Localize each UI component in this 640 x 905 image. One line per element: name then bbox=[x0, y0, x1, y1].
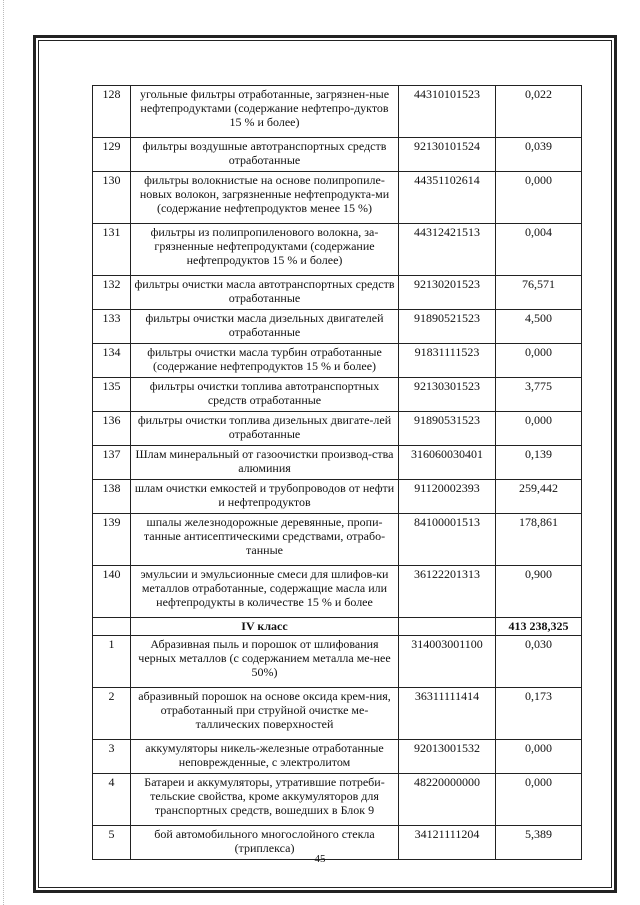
waste-value: 0,000 bbox=[496, 774, 582, 826]
table-row bbox=[93, 514, 582, 566]
waste-name: аккумуляторы никель-железные отработанные неповрежденные, с электролитом bbox=[131, 740, 399, 774]
row-number: 138 bbox=[93, 480, 131, 514]
waste-code: 44351102614 bbox=[399, 172, 496, 224]
waste-name: Батареи и аккумуляторы, утратившие потреби-тельские свойства, кроме аккумуляторов для транспортных средств, вошедших в Блок 9 bbox=[131, 774, 399, 826]
waste-value: 0,000 bbox=[496, 344, 582, 378]
table-row bbox=[93, 566, 582, 618]
table-row bbox=[93, 344, 582, 378]
row-number: 136 bbox=[93, 412, 131, 446]
table-row bbox=[93, 636, 582, 688]
waste-name: фильтры волокнистые на основе полипропиле-новых волокон, загрязненные нефтепродукта-ми (содержание нефтепродуктов менее 15 %) bbox=[131, 172, 399, 224]
waste-value: 0,000 bbox=[496, 172, 582, 224]
waste-name: бой автомобильного многослойного стекла (триплекса) bbox=[131, 826, 399, 860]
waste-name: угольные фильтры отработанные, загрязнен-ные нефтепродуктами (содержание нефтепро-дуктов 15 % и более) bbox=[131, 86, 399, 138]
table-row bbox=[93, 688, 582, 740]
waste-code: 91890521523 bbox=[399, 310, 496, 344]
waste-value: 76,571 bbox=[496, 276, 582, 310]
waste-name: фильтры воздушные автотранспортных средств отработанные bbox=[131, 138, 399, 172]
row-number: 2 bbox=[93, 688, 131, 740]
class-header-group bbox=[93, 618, 582, 636]
table-row bbox=[93, 224, 582, 276]
table-row bbox=[93, 86, 582, 138]
table-row bbox=[93, 480, 582, 514]
waste-name: абразивный порошок на основе оксида крем-ния, отработанный при струйной очистке ме-таллических поверхностей bbox=[131, 688, 399, 740]
class-row-label: IV класс bbox=[131, 618, 399, 636]
waste-code: 92130101524 bbox=[399, 138, 496, 172]
row-number: 3 bbox=[93, 740, 131, 774]
waste-code: 84100001513 bbox=[399, 514, 496, 566]
waste-code: 92013001532 bbox=[399, 740, 496, 774]
waste-table-body-class-iv bbox=[93, 636, 582, 860]
row-number: 5 bbox=[93, 826, 131, 860]
waste-value: 5,389 bbox=[496, 826, 582, 860]
waste-value: 3,775 bbox=[496, 378, 582, 412]
row-number: 140 bbox=[93, 566, 131, 618]
waste-name: Абразивная пыль и порошок от шлифования черных металлов (с содержанием металла ме-нее 50%) bbox=[131, 636, 399, 688]
waste-value: 0,900 bbox=[496, 566, 582, 618]
table-row bbox=[93, 412, 582, 446]
row-number: 134 bbox=[93, 344, 131, 378]
table-row bbox=[93, 138, 582, 172]
waste-name: шпалы железнодорожные деревянные, пропи-танные антисептическими средствами, отрабо-танные bbox=[131, 514, 399, 566]
waste-value: 0,000 bbox=[496, 740, 582, 774]
class-iv-row bbox=[93, 618, 582, 636]
row-number: 135 bbox=[93, 378, 131, 412]
table-row bbox=[93, 446, 582, 480]
table-row bbox=[93, 378, 582, 412]
table-row bbox=[93, 740, 582, 774]
waste-name: фильтры из полипропиленового волокна, за-грязненные нефтепродуктами (содержание нефтепродуктов 15 % и более) bbox=[131, 224, 399, 276]
waste-name: фильтры очистки топлива автотранспортных средств отработанные bbox=[131, 378, 399, 412]
class-row-code bbox=[399, 618, 496, 636]
waste-name: Шлам минеральный от газоочистки производ-ства алюминия bbox=[131, 446, 399, 480]
waste-value: 0,139 bbox=[496, 446, 582, 480]
row-number: 137 bbox=[93, 446, 131, 480]
waste-code: 36311111414 bbox=[399, 688, 496, 740]
table-row bbox=[93, 310, 582, 344]
waste-code: 91831111523 bbox=[399, 344, 496, 378]
waste-value: 4,500 bbox=[496, 310, 582, 344]
row-number: 4 bbox=[93, 774, 131, 826]
waste-value: 0,004 bbox=[496, 224, 582, 276]
waste-code: 92130301523 bbox=[399, 378, 496, 412]
waste-value: 178,861 bbox=[496, 514, 582, 566]
waste-value: 0,030 bbox=[496, 636, 582, 688]
row-number: 139 bbox=[93, 514, 131, 566]
waste-code: 44312421513 bbox=[399, 224, 496, 276]
row-number: 131 bbox=[93, 224, 131, 276]
table-row bbox=[93, 276, 582, 310]
page-number: 45 bbox=[314, 853, 326, 865]
row-number: 1 bbox=[93, 636, 131, 688]
row-number: 129 bbox=[93, 138, 131, 172]
class-row-total: 413 238,325 bbox=[496, 618, 582, 636]
row-number: 133 bbox=[93, 310, 131, 344]
waste-code: 316060030401 bbox=[399, 446, 496, 480]
waste-code: 91120002393 bbox=[399, 480, 496, 514]
waste-code: 92130201523 bbox=[399, 276, 496, 310]
waste-code: 44310101523 bbox=[399, 86, 496, 138]
waste-name: фильтры очистки масла турбин отработанные (содержание нефтепродуктов 15 % и более) bbox=[131, 344, 399, 378]
waste-table bbox=[92, 85, 582, 860]
waste-code: 48220000000 bbox=[399, 774, 496, 826]
waste-name: фильтры очистки масла автотранспортных средств отработанные bbox=[131, 276, 399, 310]
waste-value: 0,000 bbox=[496, 412, 582, 446]
row-number: 128 bbox=[93, 86, 131, 138]
waste-value: 0,173 bbox=[496, 688, 582, 740]
waste-code: 36122201313 bbox=[399, 566, 496, 618]
waste-table-body-class-iii bbox=[93, 86, 582, 618]
binding-edge-dots bbox=[3, 0, 4, 905]
waste-name: фильтры очистки масла дизельных двигателей отработанные bbox=[131, 310, 399, 344]
table-row bbox=[93, 172, 582, 224]
waste-code: 34121111204 bbox=[399, 826, 496, 860]
waste-code: 91890531523 bbox=[399, 412, 496, 446]
row-number: 130 bbox=[93, 172, 131, 224]
waste-code: 314003001100 bbox=[399, 636, 496, 688]
class-row-number bbox=[93, 618, 131, 636]
waste-value: 0,022 bbox=[496, 86, 582, 138]
waste-name: эмульсии и эмульсионные смеси для шлифов-ки металлов отработанные, содержащие масла или нефтепродукты в количестве 15 % и более bbox=[131, 566, 399, 618]
table-row bbox=[93, 774, 582, 826]
waste-name: фильтры очистки топлива дизельных двигате-лей отработанные bbox=[131, 412, 399, 446]
waste-value: 259,442 bbox=[496, 480, 582, 514]
row-number: 132 bbox=[93, 276, 131, 310]
waste-value: 0,039 bbox=[496, 138, 582, 172]
waste-name: шлам очистки емкостей и трубопроводов от нефти и нефтепродуктов bbox=[131, 480, 399, 514]
